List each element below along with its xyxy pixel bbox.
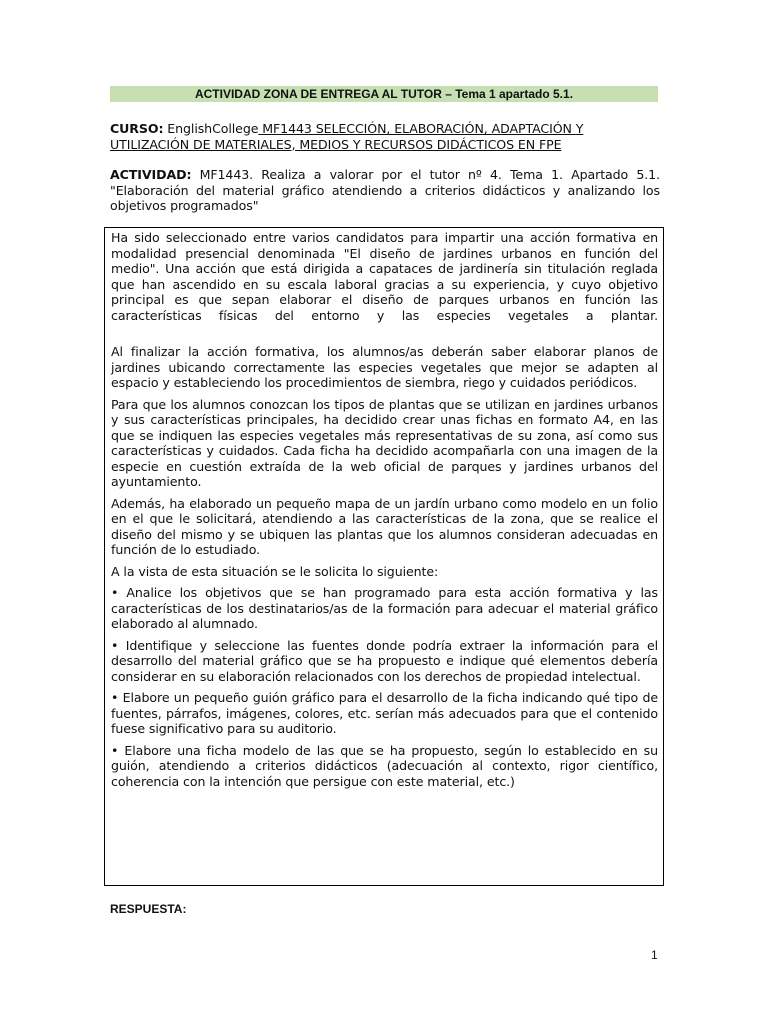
task-item-fuentes: • Identifique y seleccione las fuentes donde podría extraer la información para el desarrollo del material gráfico que se ha propuesto e indique qué elementos debería considerar en su elaboración relacionados con los derechos de propiedad intelectual. bbox=[111, 637, 658, 684]
course-line bbox=[110, 121, 660, 152]
activity-description: MF1443. Realiza a valorar por el tutor nº 4. Tema 1. Apartado 5.1. "Elaboración del material gráfico atendiendo a criterios didácticos y analizando los objetivos programados" bbox=[110, 167, 660, 213]
statement-paragraph-fichas: Para que los alumnos conozcan los tipos de plantas que se utilizan en jardines urbanos y sus características principales, ha decidido crear unas fichas en formato A4, en las que se indiquen las especies vegetales más representativas de su zona, así como sus características y cuidados. Cada ficha ha decidido acompañarla con una imagen de la especie en cuestión extraída de la web oficial de parques y jardines urbanos del ayuntamiento. bbox=[111, 396, 658, 489]
school-name: EnglishCollege bbox=[163, 121, 259, 136]
course-title: MF1443 SELECCIÓN, ELABORACIÓN, ADAPTACIÓN Y UTILIZACIÓN DE MATERIALES, MEDIOS Y RECURSOS DIDÁCTICOS EN FPE bbox=[110, 121, 584, 152]
activity-line bbox=[110, 167, 660, 214]
course-label: CURSO: bbox=[110, 121, 164, 136]
task-item-ficha: • Elabore una ficha modelo de las que se ha propuesto, según lo establecido en su guión, atendiendo a criterios didácticos (adecuación al contexto, rigor científico, coherencia con la intención que persigue con este material, etc.) bbox=[111, 742, 658, 789]
response-heading: RESPUESTA: bbox=[110, 902, 187, 916]
task-item-guion: • Elabore un pequeño guión gráfico para el desarrollo de la ficha indicando qué tipo de fuentes, párrafos, imágenes, colores, etc. serían más adecuados para que el contenido fuese significativo para su auditorio. bbox=[111, 690, 658, 736]
assignment-statement-box bbox=[104, 227, 664, 886]
statement-paragraph-request: A la vista de esta situación se le solicita lo siguiente: bbox=[111, 563, 439, 579]
statement-paragraph-goals: Al finalizar la acción formativa, los alumnos/as deberán saber elaborar planos de jardines ubicando correctamente las especies vegetales que mejor se adapten al espacio y estableciendo los procedimientos de siembra, riego y cuidados periódicos. bbox=[111, 344, 658, 390]
statement-paragraph-mapa: Además, ha elaborado un pequeño mapa de un jardín urbano como modelo en un folio en el que le solicitará, atendiendo a las características de la zona, que se realice el diseño del mismo y se ubiquen las plantas que los alumnos consideran adecuadas en función de lo estudiado. bbox=[111, 495, 658, 557]
activity-label: ACTIVIDAD: bbox=[110, 167, 192, 182]
statement-paragraph-context: Ha sido seleccionado entre varios candidatos para impartir una acción formativa en modalidad presencial denominada "El diseño de jardines urbanos en función del medio". Una acción que está dirigida a capataces de jardinería sin titulación reglada que han ascendido en su escala laboral gracias a su experiencia, y cuyo objetivo principal es que sepan elaborar el diseño de parques urbanos en función las características físicas del entorno y las especies vegetales a plantar. bbox=[111, 230, 658, 323]
activity-header-banner: ACTIVIDAD ZONA DE ENTREGA AL TUTOR – Tema 1 apartado 5.1. bbox=[110, 86, 658, 102]
task-item-analizar: • Analice los objetivos que se han programado para esta acción formativa y las características de los destinatarios/as de la formación para adecuar el material gráfico elaborado al alumnado. bbox=[111, 585, 658, 631]
page-number: 1 bbox=[651, 948, 658, 962]
